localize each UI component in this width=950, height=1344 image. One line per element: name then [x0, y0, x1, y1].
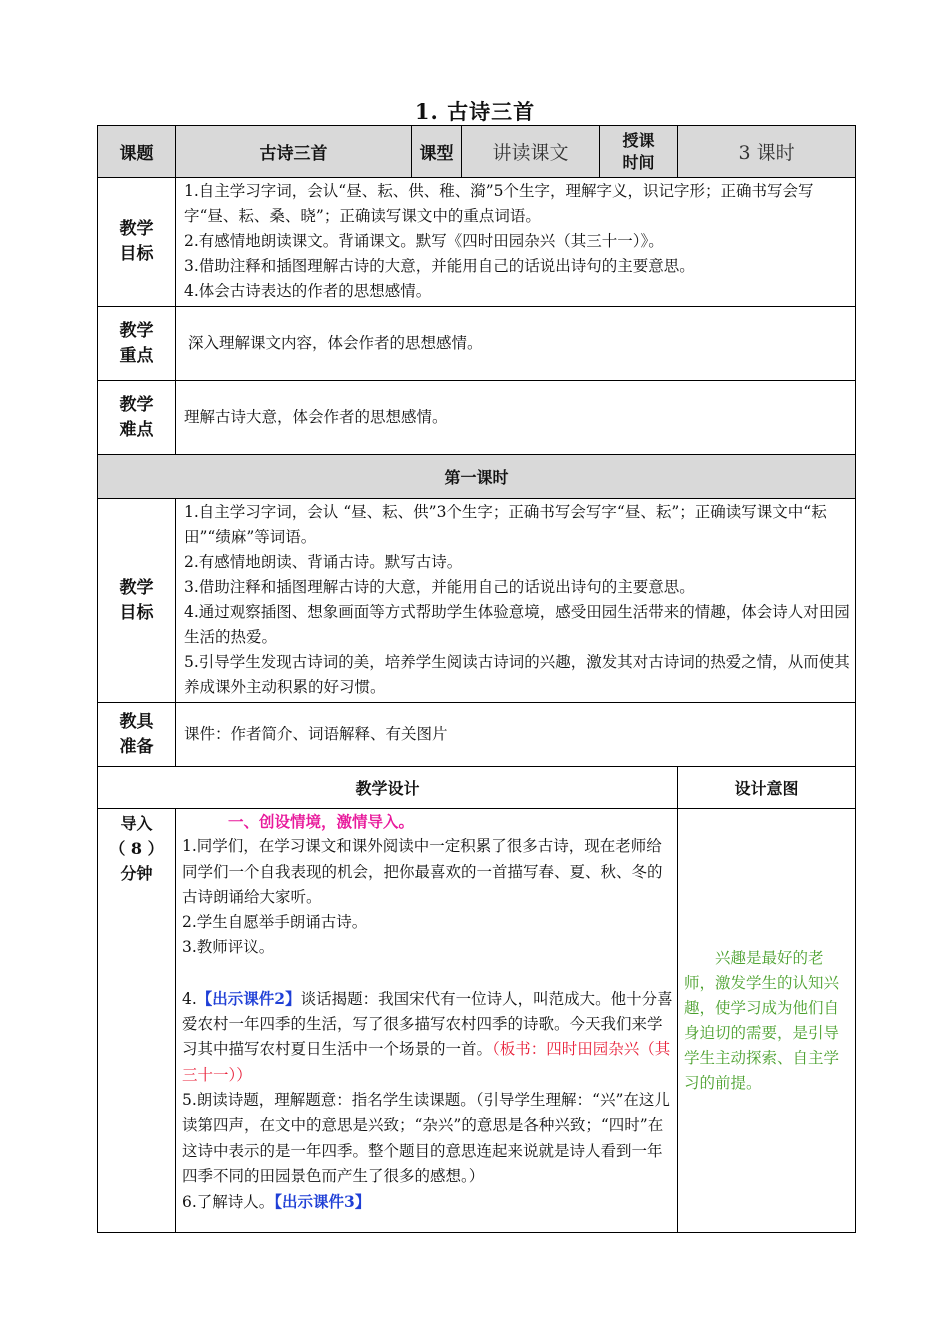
lesson-goal-item: 5.引导学生发现古诗词的美，培养学生阅读古诗词的兴趣，激发其对古诗词的热爱之情，从而使其养成课外主动积累的好习惯。	[184, 653, 850, 696]
document-title: 1. 古诗三首	[414, 99, 536, 124]
focus-label-text: 教学重点	[119, 320, 154, 366]
courseware-tag: 【出示课件2】	[196, 988, 301, 1008]
lesson-goal-item: 3.借助注释和插图理解古诗的大意，并能用自己的话说出诗句的主要意思。	[184, 578, 695, 596]
tools-label-text: 教具准备	[119, 711, 154, 757]
tools-content: 课件：作者简介、词语解释、有关图片	[176, 703, 856, 767]
first-lesson-band: 第一课时	[98, 455, 856, 499]
lesson-goal-item: 4.通过观察插图、想象画面等方式帮助学生体验意境，感受田园生活带来的情趣，体会诗人对田园生活的热爱。	[184, 603, 850, 646]
lesson-goal-item: 2.有感情地朗读、背诵古诗。默写古诗。	[184, 553, 463, 571]
lesson-goals-content	[176, 499, 856, 703]
topic-label: 课题	[98, 126, 176, 178]
design-step-6	[182, 1189, 675, 1215]
overall-goals-content	[176, 178, 856, 307]
design-step: 1.同学们，在学习课文和课外阅读中一定积累了很多古诗，现在老师给同学们一个自我表现的机会，把你最喜欢的一首描写春、夏、秋、冬的古诗朗诵给大家听。	[182, 837, 663, 906]
intro-unit-line: 分钟	[120, 864, 153, 883]
overall-goal-item: 4.体会古诗表达的作者的思想感情。	[184, 282, 432, 300]
intent-column-header: 设计意图	[678, 767, 856, 809]
time-value: 3 课时	[678, 126, 856, 178]
header-row	[98, 126, 856, 178]
difficulty-row	[98, 381, 856, 455]
intro-time-label	[98, 809, 176, 1233]
lesson-goal-item: 1.自主学习字词，会认 “昼、耘、供”3个生字；正确书写会写字“昼、耘”；正确读写课文中“耘田”“绩麻”等词语。	[184, 503, 827, 546]
time-label	[600, 126, 678, 178]
design-header-row	[98, 767, 856, 809]
board-note: （板书：四时田园杂兴（其三十一））	[182, 1040, 671, 1084]
intro-minutes-line: （ 8 ）	[109, 839, 164, 858]
step4-number: 4.	[182, 989, 197, 1008]
difficulty-label	[98, 381, 176, 455]
difficulty-content: 理解古诗大意，体会作者的思想感情。	[176, 381, 856, 455]
design-intent	[678, 809, 856, 1233]
design-content	[176, 809, 678, 1233]
type-value: 讲读课文	[462, 126, 600, 178]
design-step: 5.朗读诗题，理解题意：指名学生读课题。（引导学生理解：“兴”在这儿读第四声，在文中的意思是兴致；“杂兴”的意思是各种兴致；“四时”在这诗中表示的是一年四季。整个题目的意思连起来说就是诗人看到一年四季不同的田园景色而产生了很多的感想。）	[182, 1090, 670, 1185]
design-step-4	[182, 986, 675, 1088]
focus-content: 深入理解课文内容，体会作者的思想感情。	[176, 307, 856, 381]
difficulty-label-text: 教学难点	[119, 394, 154, 440]
design-step: 3.教师评议。	[182, 938, 275, 957]
lesson-goals-row	[98, 499, 856, 703]
overall-goal-item: 2.有感情地朗读课文。背诵课文。默写《四时田园杂兴（其三十一）》。	[184, 232, 664, 250]
lesson-goals-label	[98, 499, 176, 703]
step6-text: 6.了解诗人。	[182, 1193, 275, 1212]
courseware-tag-3: 【出示课件3】	[274, 1192, 371, 1212]
time-label-text: 授课时间	[622, 130, 655, 172]
design-step: 2.学生自愿举手朗诵古诗。	[182, 913, 368, 932]
focus-row	[98, 307, 856, 381]
lesson-plan-table	[97, 125, 856, 1233]
topic-value: 古诗三首	[176, 126, 412, 178]
design-body-row	[98, 809, 856, 1233]
lesson-goals-label-text: 教学目标	[119, 577, 154, 623]
overall-goals-row	[98, 178, 856, 307]
step4-text: 谈话揭题：我国宋代有一位诗人，叫范成大。他十分喜爱农村一年四季的生活，写了很多描写农村四季的诗歌。今天我们来学习其中描写农村夏日生活中一个场景的一首。	[182, 989, 673, 1059]
intro-label-line: 导入	[120, 814, 153, 833]
tools-label	[98, 703, 176, 767]
tools-row	[98, 703, 856, 767]
type-label: 课型	[412, 126, 462, 178]
intent-text: 兴趣是最好的老师，激发学生的认知兴趣，使学习成为他们自身迫切的需要，是引导学生主动探索、自主学习的前提。	[684, 948, 840, 1092]
overall-goals-label-text: 教学目标	[119, 219, 154, 264]
first-lesson-band-row	[98, 455, 856, 499]
focus-label	[98, 307, 176, 381]
section-title: 一、创设情境，激情导入。	[228, 812, 415, 831]
overall-goal-item: 3.借助注释和插图理解古诗的大意，并能用自己的话说出诗句的主要意思。	[184, 257, 695, 275]
overall-goal-item: 1.自主学习字词，会认“昼、耘、供、稚、漪”5个生字，理解字义，识记字形；正确书写会写字“昼、耘、桑、晓”；正确读写课文中的重点词语。	[184, 182, 814, 225]
design-column-header: 教学设计	[98, 767, 678, 809]
spacer	[182, 961, 675, 986]
overall-goals-label	[98, 178, 176, 307]
